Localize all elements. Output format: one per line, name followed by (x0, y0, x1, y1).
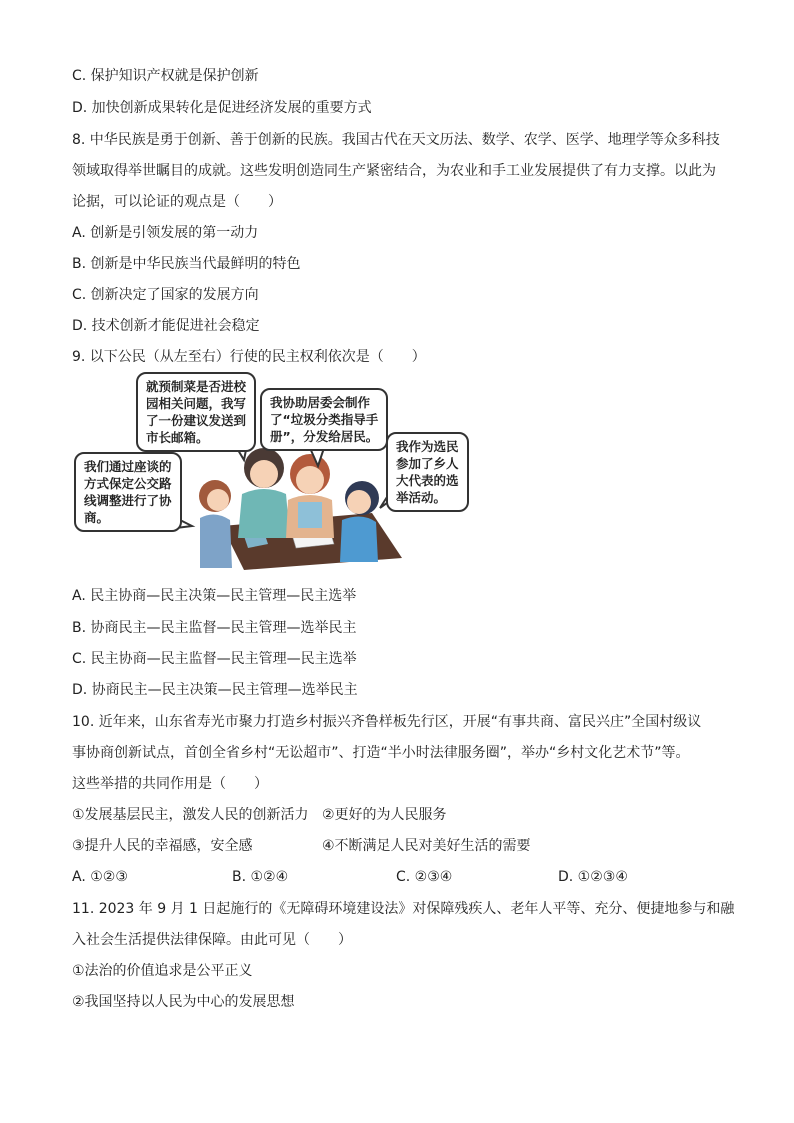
q10-option-c: C. ②③④ (396, 869, 453, 885)
q9-stem: 9. 以下公民（从左至右）行使的民主权利依次是（ ） (72, 349, 426, 365)
q10-item-4: ④不断满足人民对美好生活的需要 (322, 838, 531, 854)
q10-stem-line-1: 10. 近年来，山东省寿光市聚力打造乡村振兴齐鲁样板先行区，开展“有事共商、富民兴庄”全国村级议 (72, 714, 702, 730)
q9-option-c: C. 民主协商—民主监督—民主管理—民主选举 (72, 651, 357, 667)
q8-stem-line-3: 论据，可以论证的观点是（ ） (72, 194, 282, 210)
q11-item-1: ①法治的价值追求是公平正义 (72, 963, 253, 979)
q10-stem-line-2: 事协商创新试点，首创全省乡村“无讼超市”、打造“半小时法律服务圈”，举办“乡村文化艺术节”等。 (72, 745, 690, 761)
q11-item-2: ②我国坚持以人民为中心的发展思想 (72, 994, 295, 1010)
speech-bubble-neighborhood: 我协助居委会制作 了“垃圾分类指导手 册”，分发给居民。 (260, 388, 388, 451)
q9-illustration (72, 368, 482, 574)
speech-bubble-election: 我作为选民 参加了乡人 大代表的选 举活动。 (386, 432, 469, 512)
q9-option-a: A. 民主协商—民主决策—民主管理—民主选举 (72, 588, 357, 604)
q10-option-a: A. ①②③ (72, 869, 128, 885)
q9-option-d: D. 协商民主—民主决策—民主管理—选举民主 (72, 682, 358, 698)
q10-option-d: D. ①②③④ (558, 869, 628, 885)
q7-option-c: C. 保护知识产权就是保护创新 (72, 68, 259, 84)
q8-option-a: A. 创新是引领发展的第一动力 (72, 225, 259, 241)
q7-option-d: D. 加快创新成果转化是促进经济发展的重要方式 (72, 100, 372, 116)
q8-option-b: B. 创新是中华民族当代最鲜明的特色 (72, 256, 301, 272)
q8-option-c: C. 创新决定了国家的发展方向 (72, 287, 259, 303)
q10-item-2: ②更好的为人民服务 (322, 807, 447, 823)
q11-stem-line-1: 11. 2023 年 9 月 1 日起施行的《无障碍环境建设法》对保障残疾人、老年人平等、充分、便捷地参与和融 (72, 901, 735, 917)
q10-item-1: ①发展基层民主，激发人民的创新活力 (72, 807, 309, 823)
q10-option-b: B. ①②④ (232, 869, 289, 885)
q8-option-d: D. 技术创新才能促进社会稳定 (72, 318, 260, 334)
q10-stem-line-3: 这些举措的共同作用是（ ） (72, 776, 268, 792)
speech-bubble-consultation: 我们通过座谈的 方式保定公交路 线调整进行了协 商。 (74, 452, 182, 532)
q8-stem-line-1: 8. 中华民族是勇于创新、善于创新的民族。我国古代在天文历法、数学、农学、医学、地理学等众多科技 (72, 132, 720, 148)
speech-bubble-suggestion: 就预制菜是否进校 园相关问题，我写 了一份建议发送到 市长邮箱。 (136, 372, 256, 452)
q9-option-b: B. 协商民主—民主监督—民主管理—选举民主 (72, 620, 357, 636)
q10-item-3: ③提升人民的幸福感，安全感 (72, 838, 253, 854)
q8-stem-line-2: 领域取得举世瞩目的成就。这些发明创造同生产紧密结合，为农业和手工业发展提供了有力支撑。以此为 (72, 163, 716, 179)
q11-stem-line-2: 入社会生活提供法律保障。由此可见（ ） (72, 932, 352, 948)
